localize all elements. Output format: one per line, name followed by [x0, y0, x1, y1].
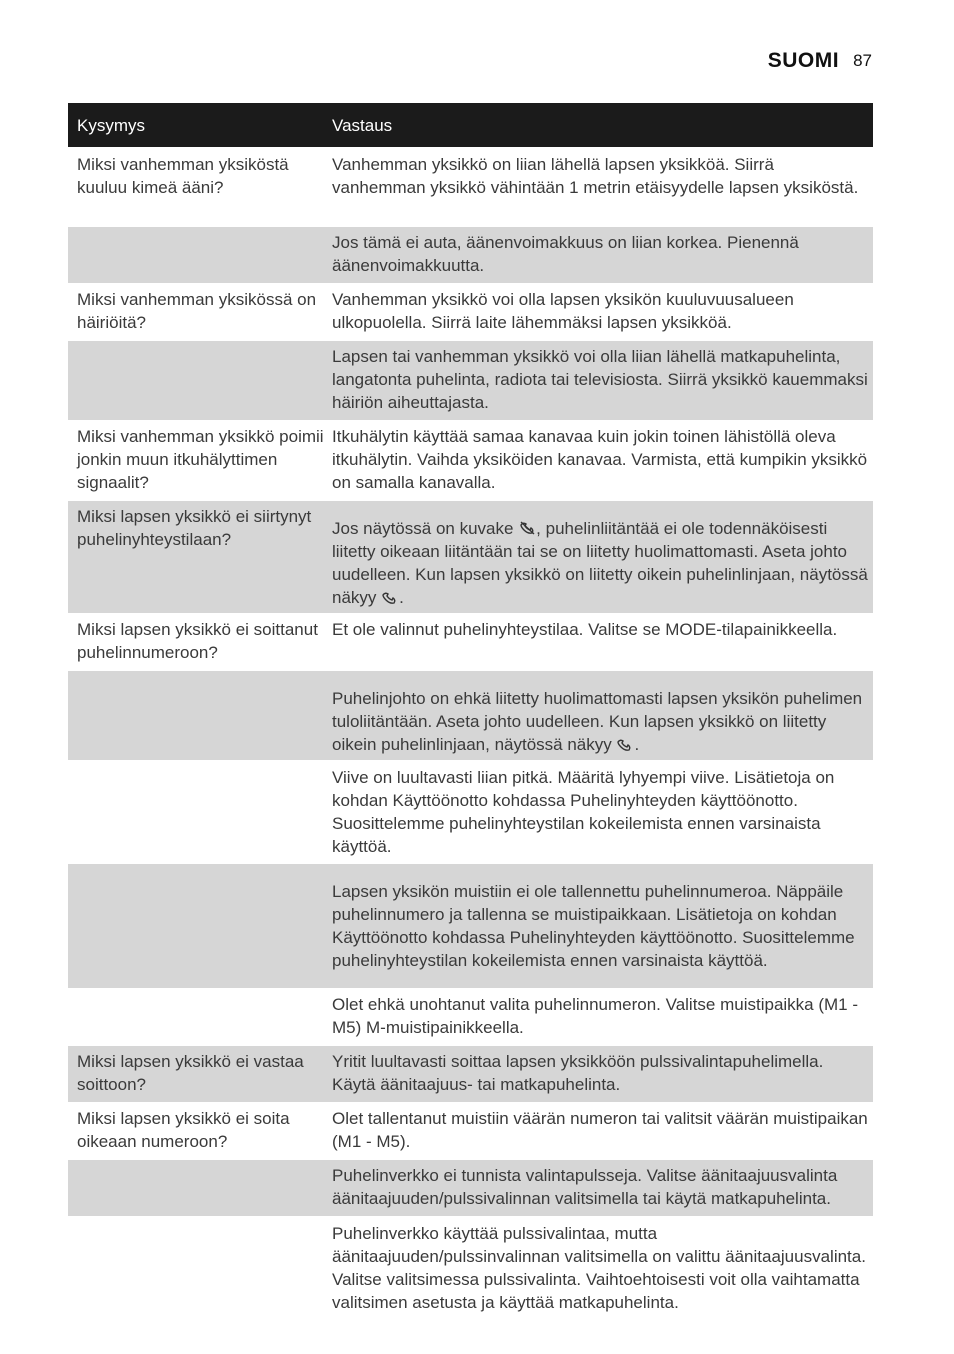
question-cell	[68, 1160, 324, 1217]
phone-connected-icon	[381, 589, 399, 605]
column-header-question: Kysymys	[68, 103, 324, 148]
answer-cell: Lapsen tai vanhemman yksikkö voi olla liian lähellä matkapuhelinta, langatonta puhelinta, radiota tai televisiosta. Siirrä yksikkö kauemmaksi häiriön aiheuttajasta.	[324, 341, 873, 421]
question-cell: Miksi lapsen yksikkö ei siirtynyt puhelinyhteystilaan?	[68, 501, 324, 614]
answer-cell: Puhelinverkko käyttää pulssivalintaa, mutta äänitaajuuden/pulssinvalinnan valitsimella on valittu äänitaajuusvalinta. Valitse valitsimessa pulssivalinta. Vaihtoehtoisesti voit olla vaihtamatta valitsimen asetusta ja käyttää matkapuhelinta.	[324, 1217, 873, 1320]
table-row	[68, 284, 873, 341]
table-row	[68, 148, 873, 227]
answer-text-part: .	[634, 735, 640, 754]
answer-text-part: Jos näytössä on kuvake	[332, 519, 519, 538]
question-cell: Miksi lapsen yksikkö ei soittanut puhelinnumeroon?	[68, 614, 324, 671]
table-row	[68, 1160, 873, 1217]
page-number: 87	[853, 51, 872, 70]
phone-crossed-icon	[518, 520, 536, 536]
table-row	[68, 989, 873, 1046]
phone-connected-icon	[616, 736, 634, 752]
answer-cell	[324, 671, 873, 761]
question-cell: Miksi lapsen yksikkö ei soita oikeaan numeroon?	[68, 1103, 324, 1160]
answer-cell	[324, 501, 873, 614]
answer-text-part: .	[399, 588, 404, 607]
answer-cell: Yritit luultavasti soittaa lapsen yksikköön pulssivalintapuhelimella. Käytä äänitaajuus- tai matkapuhelinta.	[324, 1046, 873, 1103]
question-cell	[68, 227, 324, 284]
answer-cell: Olet ehkä unohtanut valita puhelinnumeron. Valitse muistipaikka (M1 - M5) M-muistipainikkeella.	[324, 989, 873, 1046]
table-row	[68, 341, 873, 421]
column-header-answer: Vastaus	[324, 103, 873, 148]
table-row	[68, 501, 873, 614]
table-row	[68, 614, 873, 671]
question-cell: Miksi lapsen yksikkö ei vastaa soittoon?	[68, 1046, 324, 1103]
language-label: SUOMI	[767, 49, 840, 72]
answer-cell: Olet tallentanut muistiin väärän numeron tai valitsit väärän muistipaikan (M1 - M5).	[324, 1103, 873, 1160]
table-row	[68, 671, 873, 761]
table-row	[68, 421, 873, 501]
question-cell: Miksi vanhemman yksikkö poimii jonkin muun itkuhälyttimen signaalit?	[68, 421, 324, 501]
question-cell	[68, 989, 324, 1046]
faq-table	[68, 103, 873, 1320]
table-row	[68, 1046, 873, 1103]
table-row	[68, 761, 873, 864]
answer-cell: Vanhemman yksikkö voi olla lapsen yksikön kuuluvuusalueen ulkopuolella. Siirrä laite lähemmäksi lapsen yksikköä.	[324, 284, 873, 341]
question-cell: Miksi vanhemman yksiköstä kuuluu kimeä ääni?	[68, 148, 324, 227]
answer-cell: Jos tämä ei auta, äänenvoimakkuus on liian korkea. Pienennä äänenvoimakkuutta.	[324, 227, 873, 284]
question-cell	[68, 1217, 324, 1320]
answer-cell: Viive on luultavasti liian pitkä. Määritä lyhyempi viive. Lisätietoja on kohdan Käyttöönotto kohdassa Puhelinyhteyden käyttöönotto. Suosittelemme puhelinyhteystilan kokeilemista ennen varsinaista käyttöä.	[324, 761, 873, 864]
answer-cell: Puhelinverkko ei tunnista valintapulsseja. Valitse äänitaajuusvalinta äänitaajuuden/pulssivalinnan valitsimella tai käytä matkapuhelinta.	[324, 1160, 873, 1217]
table-row	[68, 864, 873, 989]
question-cell	[68, 761, 324, 864]
table-row	[68, 1217, 873, 1320]
answer-cell: Itkuhälytin käyttää samaa kanavaa kuin jokin toinen lähistöllä oleva itkuhälytin. Vaihda yksiköiden kanavaa. Varmista, että kumpikin yksikkö on samalla kanavalla.	[324, 421, 873, 501]
question-cell: Miksi vanhemman yksikössä on häiriöitä?	[68, 284, 324, 341]
question-cell	[68, 864, 324, 989]
table-row	[68, 1103, 873, 1160]
table-header-row	[68, 103, 873, 148]
page-header	[768, 46, 872, 76]
answer-cell: Lapsen yksikön muistiin ei ole tallennettu puhelinnumeroa. Näppäile puhelinnumero ja tallenna se muistipaikkaan. Lisätietoja on kohdan Käyttöönotto kohdassa Puhelinyhteyden käyttöönotto. Suosittelemme puhelinyhteystilan kokeilemista ennen varsinaista käyttöä.	[324, 864, 873, 989]
question-cell	[68, 341, 324, 421]
answer-text-part: Puhelinjohto on ehkä liitetty huolimattomasti lapsen yksikön puhelimen tuloliitäntään. Aseta johto uudelleen. Kun lapsen yksikkö on liitetty oikein puhelinlinjaan, näytössä näkyy	[332, 689, 863, 754]
answer-cell: Et ole valinnut puhelinyhteystilaa. Valitse se MODE-tilapainikkeella.	[324, 614, 873, 671]
question-cell	[68, 671, 324, 761]
table-row	[68, 227, 873, 284]
answer-cell: Vanhemman yksikkö on liian lähellä lapsen yksikköä. Siirrä vanhemman yksikkö vähintään 1 metrin etäisyydelle lapsen yksiköstä.	[324, 148, 873, 227]
answer-text-part: , puhelinliitäntää ei ole todennäköisesti liitetty oikeaan liitäntään tai se on liitetty huolimattomasti. Aseta johto uudelleen. Kun lapsen yksikkö on liitetty oikein puhelinlinjaan, näytössä näkyy	[332, 519, 868, 607]
